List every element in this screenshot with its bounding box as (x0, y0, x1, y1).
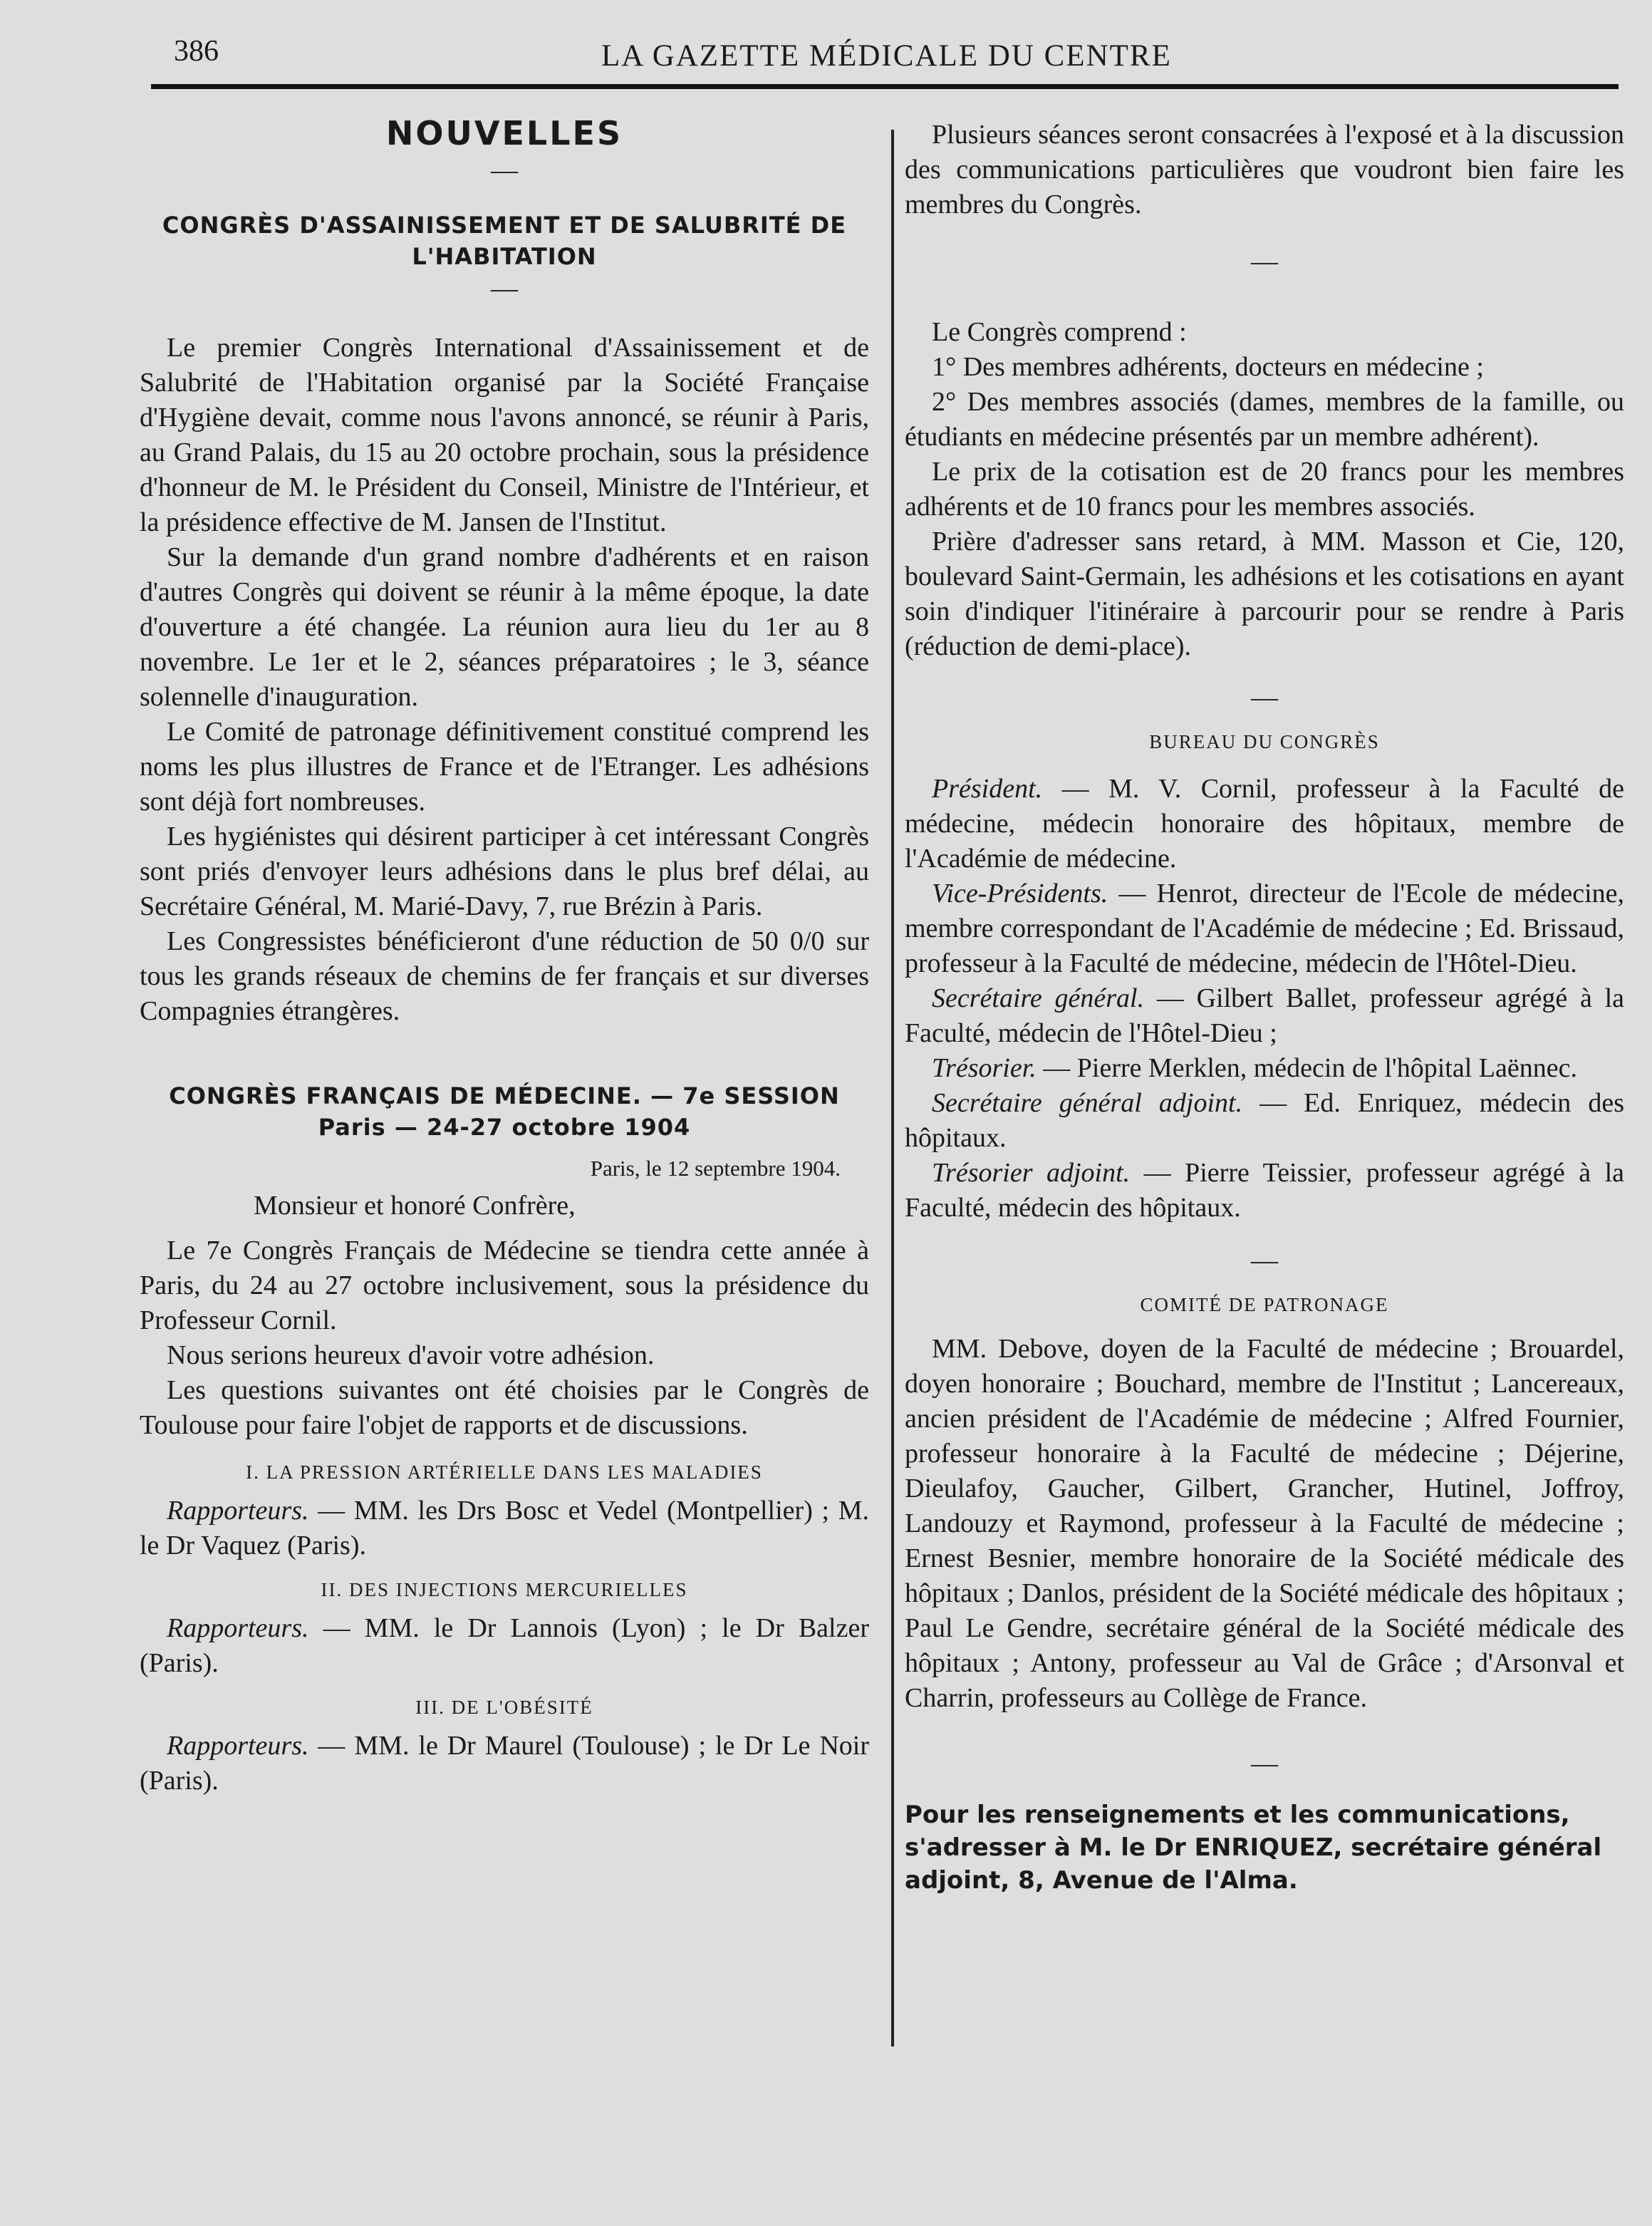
paragraph: Nous serions heureux d'avoir votre adhésion. (167, 1340, 655, 1370)
bureau-role: Trésorier. (932, 1053, 1037, 1083)
bureau-entry (905, 1051, 1624, 1086)
separator-dash: — (491, 274, 518, 304)
paragraph: Prière d'adresser sans retard, à MM. Masson et Cie, 120, boulevard Saint-Germain, les adhésions et les cotisations en ayant soin d'indiquer l'itinéraire à parcourir pour se rendre à Paris (réduction de demi-place). (905, 527, 1624, 661)
right-column (905, 118, 1624, 1897)
rapporteurs-label: Rapporteurs. (167, 1731, 309, 1761)
topic (140, 1697, 869, 1798)
topic-heading: II. DES INJECTIONS MERCURIELLES (321, 1579, 688, 1600)
congress1-body (140, 331, 869, 1029)
bureau-heading: BUREAU DU CONGRÈS (1149, 731, 1380, 752)
paragraph: Les hygiénistes qui désirent participer à cet intéressant Congrès sont priés d'envoyer leurs adhésions dans le plus bref délai, au Secrétaire Général, M. Marié-Davy, 7, rue Brézin à Paris. (140, 822, 869, 921)
bureau-text: — Gilbert Ballet, professeur agrégé à la Faculté, médecin de l'Hôtel-Dieu ; (905, 983, 1625, 1048)
bureau-role: Trésorier adjoint. (932, 1158, 1131, 1188)
separator-dash: — (491, 155, 518, 185)
section-title: NOUVELLES (385, 114, 623, 152)
patronage-heading: COMITÉ DE PATRONAGE (1140, 1294, 1389, 1315)
paragraph: Le premier Congrès International d'Assainissement et de Salubrité de l'Habitation organisé par la Société Française d'Hygiène devait, comme nous l'avons annoncé, se réunir à Paris, au Grand Palais, du 15 au 20 octobre prochain, sous la présidence d'honneur de M. le Président du Conseil, Ministre de l'Intérieur, et la présidence effective de M. Jansen de l'Institut. (140, 333, 869, 537)
bureau-role: Secrétaire général adjoint. (932, 1088, 1243, 1118)
membership-section (905, 315, 1624, 664)
paragraph: Le 7e Congrès Français de Médecine se tiendra cette année à Paris, du 24 au 27 octobre inclusivement, sous la présidence du Professeur Cornil. (140, 1236, 869, 1335)
rapporteurs-text: — MM. le Dr Maurel (Toulouse) ; le Dr Le Noir (Paris). (140, 1731, 869, 1796)
bureau-text: — Henrot, directeur de l'Ecole de médecine, membre correspondant de l'Académie de médecine ; Ed. Brissaud, professeur à la Faculté de médecine, médecin de l'Hôtel-Dieu. (905, 879, 1624, 978)
paragraph: Les Congressistes bénéficieront d'une réduction de 50 0/0 sur tous les grands réseaux de chemins de fer français et sur diverses Compagnies étrangères. (140, 926, 869, 1026)
bureau-entry (905, 1156, 1624, 1226)
bureau-text: — Pierre Merklen, médecin de l'hôpital Laënnec. (1036, 1053, 1577, 1083)
journal-title: LA GAZETTE MÉDICALE DU CENTRE (601, 39, 1172, 73)
bureau-entry (905, 772, 1624, 876)
header-rule (151, 84, 1619, 89)
paragraph: Les questions suivantes ont été choisies par le Congrès de Toulouse pour faire l'objet de rapports et de discussions. (140, 1375, 869, 1440)
topic-rapporteurs (140, 1729, 869, 1798)
salutation: Monsieur et honoré Confrère, (254, 1191, 576, 1221)
topic-rapporteurs (140, 1494, 869, 1563)
column-divider (891, 130, 894, 2046)
page-number: 386 (174, 35, 219, 68)
bureau-entry (905, 981, 1624, 1051)
congress2-subtitle: Paris — 24-27 octobre 1904 (318, 1114, 691, 1141)
rapporteurs-text: — MM. le Dr Lannois (Lyon) ; le Dr Balzer (Paris). (140, 1613, 869, 1678)
bureau-role: Vice-Présidents. (932, 879, 1108, 908)
bureau-text: — Pierre Teissier, professeur agrégé à la Faculté, médecin des hôpitaux. (905, 1158, 1624, 1223)
paragraph: Le Congrès comprend : (932, 317, 1187, 347)
dateline: Paris, le 12 septembre 1904. (590, 1156, 841, 1181)
congress2-title: CONGRÈS FRANÇAIS DE MÉDECINE. — 7e SESSION (169, 1082, 840, 1109)
topic (140, 1579, 869, 1681)
bureau-role: Président. (932, 774, 1043, 804)
bureau-text: — Ed. Enriquez, médecin des hôpitaux. (905, 1088, 1624, 1153)
topic-heading: I. LA PRESSION ARTÉRIELLE DANS LES MALADIES (246, 1461, 763, 1483)
separator-dash: — (1251, 247, 1278, 276)
bureau-text: — M. V. Cornil, professeur à la Faculté de médecine, médecin honoraire des hôpitaux, membre de l'Académie de médecine. (905, 774, 1624, 874)
separator-dash: — (1251, 1246, 1278, 1275)
paragraph: 1° Des membres adhérents, docteurs en médecine ; (932, 352, 1484, 382)
bureau-entry (905, 1086, 1624, 1156)
paragraph: 2° Des membres associés (dames, membres de la famille, ou étudiants en médecine présentés par un membre adhérent). (905, 387, 1624, 452)
bureau-list (905, 772, 1624, 1226)
contact-notice: Pour les renseignements et les communications, s'adresser à M. le Dr ENRIQUEZ, secrétaire général adjoint, 8, Avenue de l'Alma. (905, 1801, 1602, 1895)
rapporteurs-text: — MM. les Drs Bosc et Vedel (Montpellier) ; M. le Dr Vaquez (Paris). (140, 1496, 869, 1560)
paragraph: Le prix de la cotisation est de 20 francs pour les membres adhérents et de 10 francs pour les membres associés. (905, 457, 1624, 522)
topic-heading: III. DE L'OBÉSITÉ (415, 1697, 593, 1718)
left-column (140, 114, 869, 1798)
bureau-role: Secrétaire général. (932, 983, 1145, 1013)
rapporteurs-label: Rapporteurs. (167, 1613, 309, 1643)
intro-paragraph: Plusieurs séances seront consacrées à l'exposé et à la discussion des communications particulières que voudront bien faire les membres du Congrès. (905, 120, 1624, 219)
topic (140, 1461, 869, 1563)
paragraph: Sur la demande d'un grand nombre d'adhérents et en raison d'autres Congrès qui doivent se réunir à la même époque, la date d'ouverture a été changée. La réunion aura lieu du 1er au 8 novembre. Le 1er et le 2, séances préparatoires ; le 3, séance solennelle d'inauguration. (140, 542, 869, 712)
congress1-title: CONGRÈS D'ASSAINISSEMENT ET DE SALUBRITÉ DE L'HABITATION (162, 212, 847, 270)
paragraph: Le Comité de patronage définitivement constitué comprend les noms les plus illustres de France et de l'Etranger. Les adhésions sont déjà fort nombreuses. (140, 717, 869, 817)
bureau-entry (905, 876, 1624, 981)
topic-rapporteurs (140, 1611, 869, 1681)
rapporteurs-label: Rapporteurs. (167, 1496, 309, 1526)
separator-dash: — (1251, 1749, 1278, 1779)
congress2-body (140, 1233, 869, 1443)
patronage-paragraph: MM. Debove, doyen de la Faculté de médecine ; Brouardel, doyen honoraire ; Bouchard, membre de l'Institut ; Lancereaux, ancien président de l'Académie de médecine ; Alfred Fournier, professeur honoraire à la Faculté de médecine ; Déjerine, Dieulafoy, Gaucher, Gilbert, Grancher, Hutinel, Joffroy, Landouzy et Raymond, professeur à la Faculté de médecine ; Ernest Besnier, membre honoraire de la Société médicale des hôpitaux ; Danlos, président de la Société médicale des hôpitaux ; Paul Le Gendre, secrétaire général de la Société médicale des hôpitaux ; Antony, professeur au Val de Grâce ; d'Arsonval et Charrin, professeurs au Collège de France. (905, 1334, 1624, 1713)
separator-dash: — (1251, 683, 1278, 713)
